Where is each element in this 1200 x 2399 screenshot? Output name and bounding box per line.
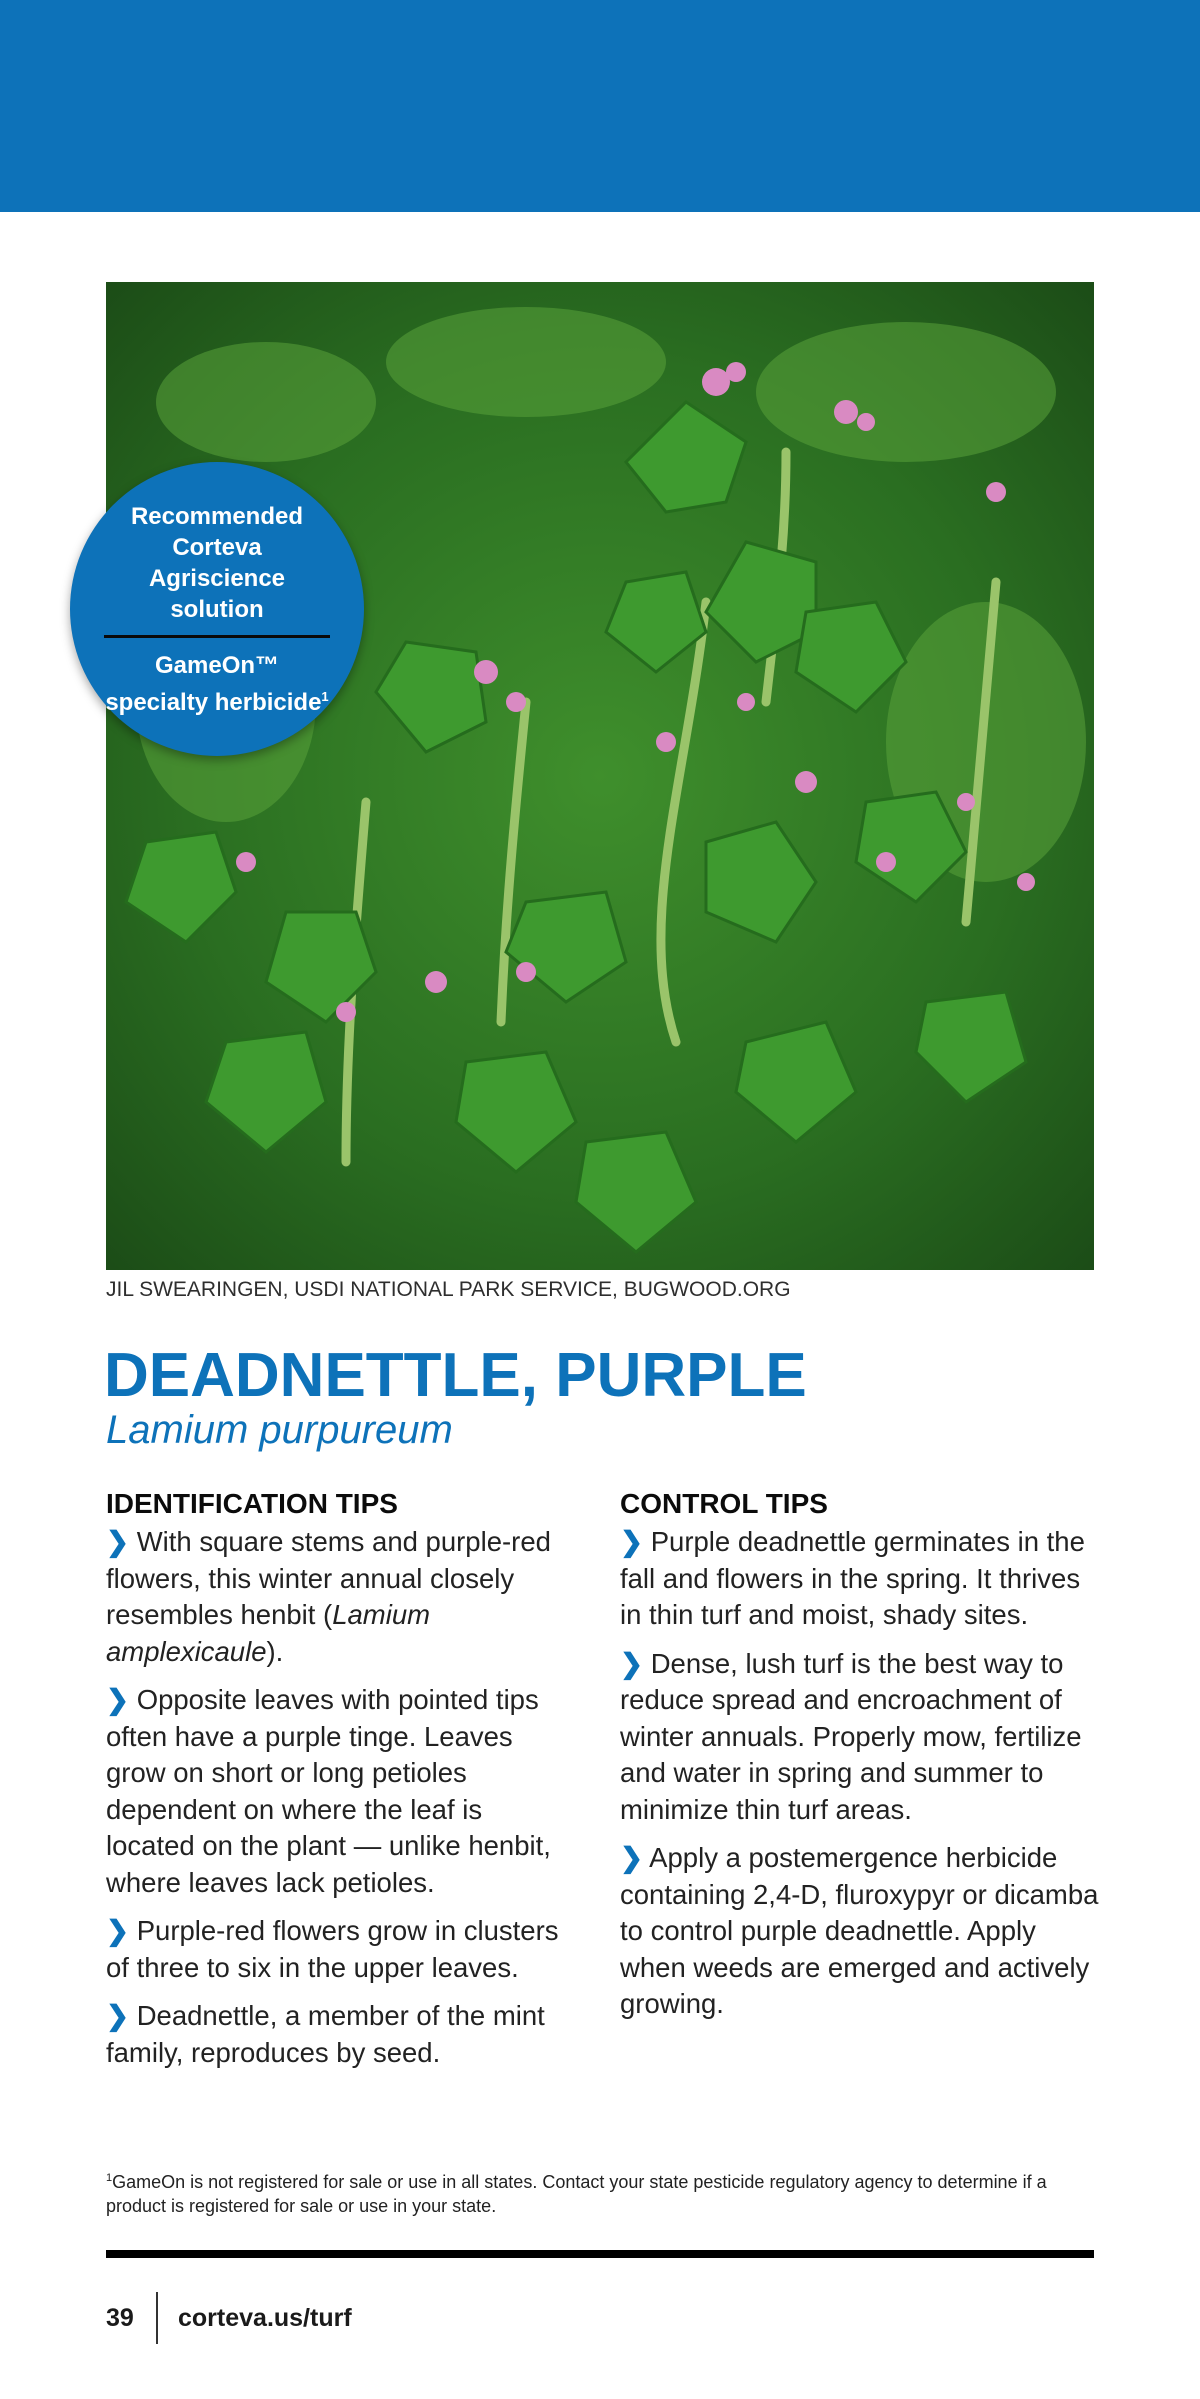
chevron-right-icon: ❯ bbox=[106, 2000, 130, 2031]
badge-product-text bbox=[102, 650, 332, 718]
footer-url-link[interactable]: corteva.us/turf bbox=[178, 2304, 352, 2332]
page-number: 39 bbox=[106, 2304, 134, 2332]
control-tip bbox=[620, 1840, 1100, 2023]
recommended-solution-badge bbox=[70, 462, 364, 756]
tip-text-italic: Lamium amplexicaule bbox=[106, 1599, 431, 1667]
header-band bbox=[0, 0, 1200, 212]
tip-text: Deadnettle, a member of the mint family, reproduces by seed. bbox=[106, 2000, 545, 2068]
footnote-marker: 1 bbox=[106, 2172, 113, 2184]
footnote bbox=[106, 2166, 1106, 2218]
identification-tip bbox=[106, 1524, 576, 1670]
footer-divider bbox=[156, 2292, 158, 2344]
chevron-right-icon: ❯ bbox=[620, 1526, 644, 1557]
tip-text-end: ). bbox=[266, 1635, 284, 1667]
plant-photo bbox=[106, 282, 1094, 1270]
chevron-right-icon: ❯ bbox=[620, 1842, 644, 1873]
tip-text: Opposite leaves with pointed tips often have a purple tinge. Leaves grow on short or long petioles dependent on where the leaf is located on the plant — unlike henbit, where leaves lack petioles. bbox=[106, 1684, 551, 1898]
footnote-text: GameOn is not registered for sale or use in all states. Contact your state pesticide regulatory agency to determine if a product is registered for sale or use in your state. bbox=[106, 2172, 1047, 2216]
page-title: DEADNETTLE, PURPLE bbox=[104, 1341, 807, 1410]
badge-recommendation-text: Recommended Corteva Agriscience solution bbox=[130, 502, 304, 623]
tip-text: Apply a postemergence herbicide containing 2,4-D, fluroxypyr or dicamba to control purple deadnettle. Apply when weeds are emerged and actively growing. bbox=[620, 1842, 1099, 2019]
identification-tip bbox=[106, 1913, 576, 1986]
control-heading: CONTROL TIPS bbox=[620, 1488, 828, 1519]
footer-rule bbox=[106, 2250, 1094, 2258]
chevron-right-icon: ❯ bbox=[106, 1526, 130, 1557]
plant-photo-illustration bbox=[106, 282, 1094, 1270]
badge-divider bbox=[104, 635, 330, 638]
control-tips-column bbox=[620, 1488, 1100, 2035]
identification-tip bbox=[106, 1682, 576, 1901]
control-tip bbox=[620, 1646, 1100, 1829]
badge-footnote-marker: 1 bbox=[321, 688, 329, 704]
chevron-right-icon: ❯ bbox=[106, 1684, 130, 1715]
identification-tips-column bbox=[106, 1488, 576, 2083]
badge-product-name: GameOn™ specialty herbicide bbox=[105, 651, 322, 716]
identification-heading: IDENTIFICATION TIPS bbox=[106, 1488, 398, 1519]
tip-text: Purple deadnettle germinates in the fall and flowers in the spring. It thrives in thin turf and moist, shady sites. bbox=[620, 1526, 1085, 1630]
control-tip bbox=[620, 1524, 1100, 1634]
chevron-right-icon: ❯ bbox=[106, 1915, 130, 1946]
tip-text: Purple-red flowers grow in clusters of three to six in the upper leaves. bbox=[106, 1915, 559, 1983]
identification-tip bbox=[106, 1998, 576, 2071]
tip-text: With square stems and purple-red flowers, this winter annual closely resembles henbit ( bbox=[106, 1526, 551, 1630]
photo-credit: JIL SWEARINGEN, USDI NATIONAL PARK SERVICE, BUGWOOD.ORG bbox=[106, 1278, 791, 1301]
tip-text: Dense, lush turf is the best way to reduce spread and encroachment of winter annuals. Properly mow, fertilize and water in spring and summer to minimize thin turf areas. bbox=[620, 1647, 1082, 1825]
chevron-right-icon: ❯ bbox=[620, 1647, 644, 1679]
scientific-name: Lamium purpureum bbox=[106, 1408, 453, 1452]
